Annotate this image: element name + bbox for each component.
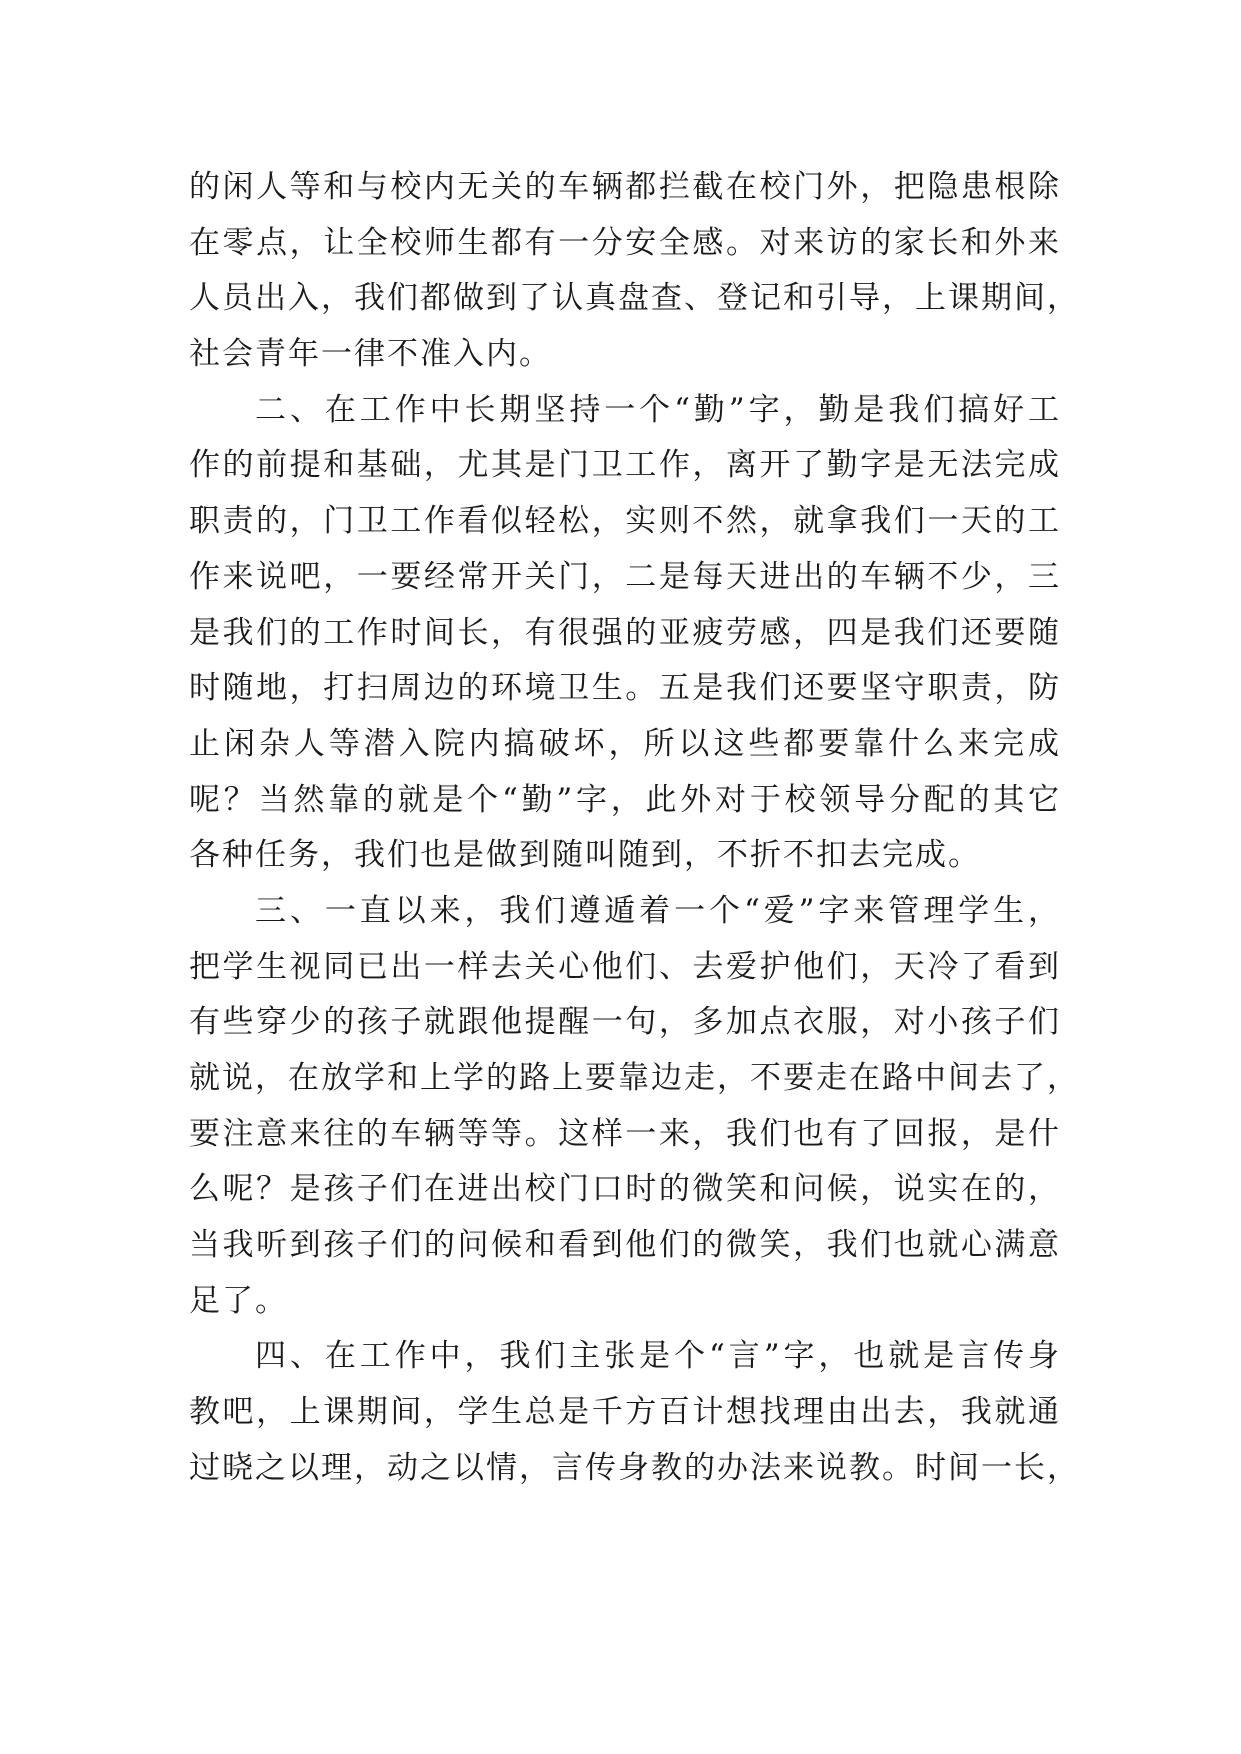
document-body [189, 160, 1080, 1497]
text-line: 的闲人等和与校内无关的车辆都拦截在校门外，把隐患根除 [189, 169, 1061, 205]
text-line: 过晓之以理，动之以情，言传身教的办法来说教。时间一长， [189, 1449, 1080, 1486]
text-line: 各种任务，我们也是做到随叫随到，不折不扣去完成。 [189, 837, 981, 874]
text-line: 时随地，打扫周边的环境卫生。五是我们还要坚守职责，防 [189, 670, 1061, 707]
text-line: 三、一直以来，我们遵遁着一个“爱”字来管理学生， [255, 892, 1061, 929]
text-line: 有些穿少的孩子就跟他提醒一句，多加点衣服，对小孩子们 [189, 1004, 1061, 1041]
text-line: 四、在工作中，我们主张是个“言”字，也就是言传身 [255, 1338, 1061, 1375]
text-line: 把学生视同已出一样去关心他们、去爱护他们，天冷了看到 [189, 948, 1061, 985]
text-line: 呢？当然靠的就是个“勤”字，此外对于校领导分配的其它 [189, 781, 1061, 818]
text-line: 要注意来往的车辆等等。这样一来，我们也有了回报，是什 [189, 1115, 1061, 1152]
text-line: 当我听到孩子们的问候和看到他们的微笑，我们也就心满意 [189, 1227, 1061, 1264]
text-line: 职责的，门卫工作看似轻松，实则不然，就拿我们一天的工 [189, 503, 1061, 540]
text-line: 止闲杂人等潜入院内搞破坏，所以这些都要靠什么来完成 [189, 725, 1061, 762]
text-line: 足了。 [189, 1282, 288, 1319]
text-line: 在零点，让全校师生都有一分安全感。对来访的家长和外来 [189, 224, 1061, 261]
text-line: 么呢？是孩子们在进出校门口时的微笑和问候，说实在的， [189, 1171, 1061, 1208]
text-line: 作的前提和基础，尤其是门卫工作，离开了勤字是无法完成 [189, 447, 1061, 484]
text-line: 二、在工作中长期坚持一个“勤”字，勤是我们搞好工 [255, 391, 1061, 428]
text-line: 是我们的工作时间长，有很强的亚疲劳感，四是我们还要随 [189, 614, 1061, 651]
text-line: 就说，在放学和上学的路上要靠边走，不要走在路中间去了， [189, 1060, 1080, 1096]
text-line: 教吧，上课期间，学生总是千方百计想找理由出去，我就通 [189, 1394, 1061, 1431]
text-line: 人员出入，我们都做到了认真盘查、登记和引导，上课期间， [189, 280, 1080, 317]
text-line: 社会青年一律不准入内。 [189, 336, 552, 373]
text-line: 作来说吧，一要经常开关门，二是每天进出的车辆不少，三 [189, 558, 1061, 595]
